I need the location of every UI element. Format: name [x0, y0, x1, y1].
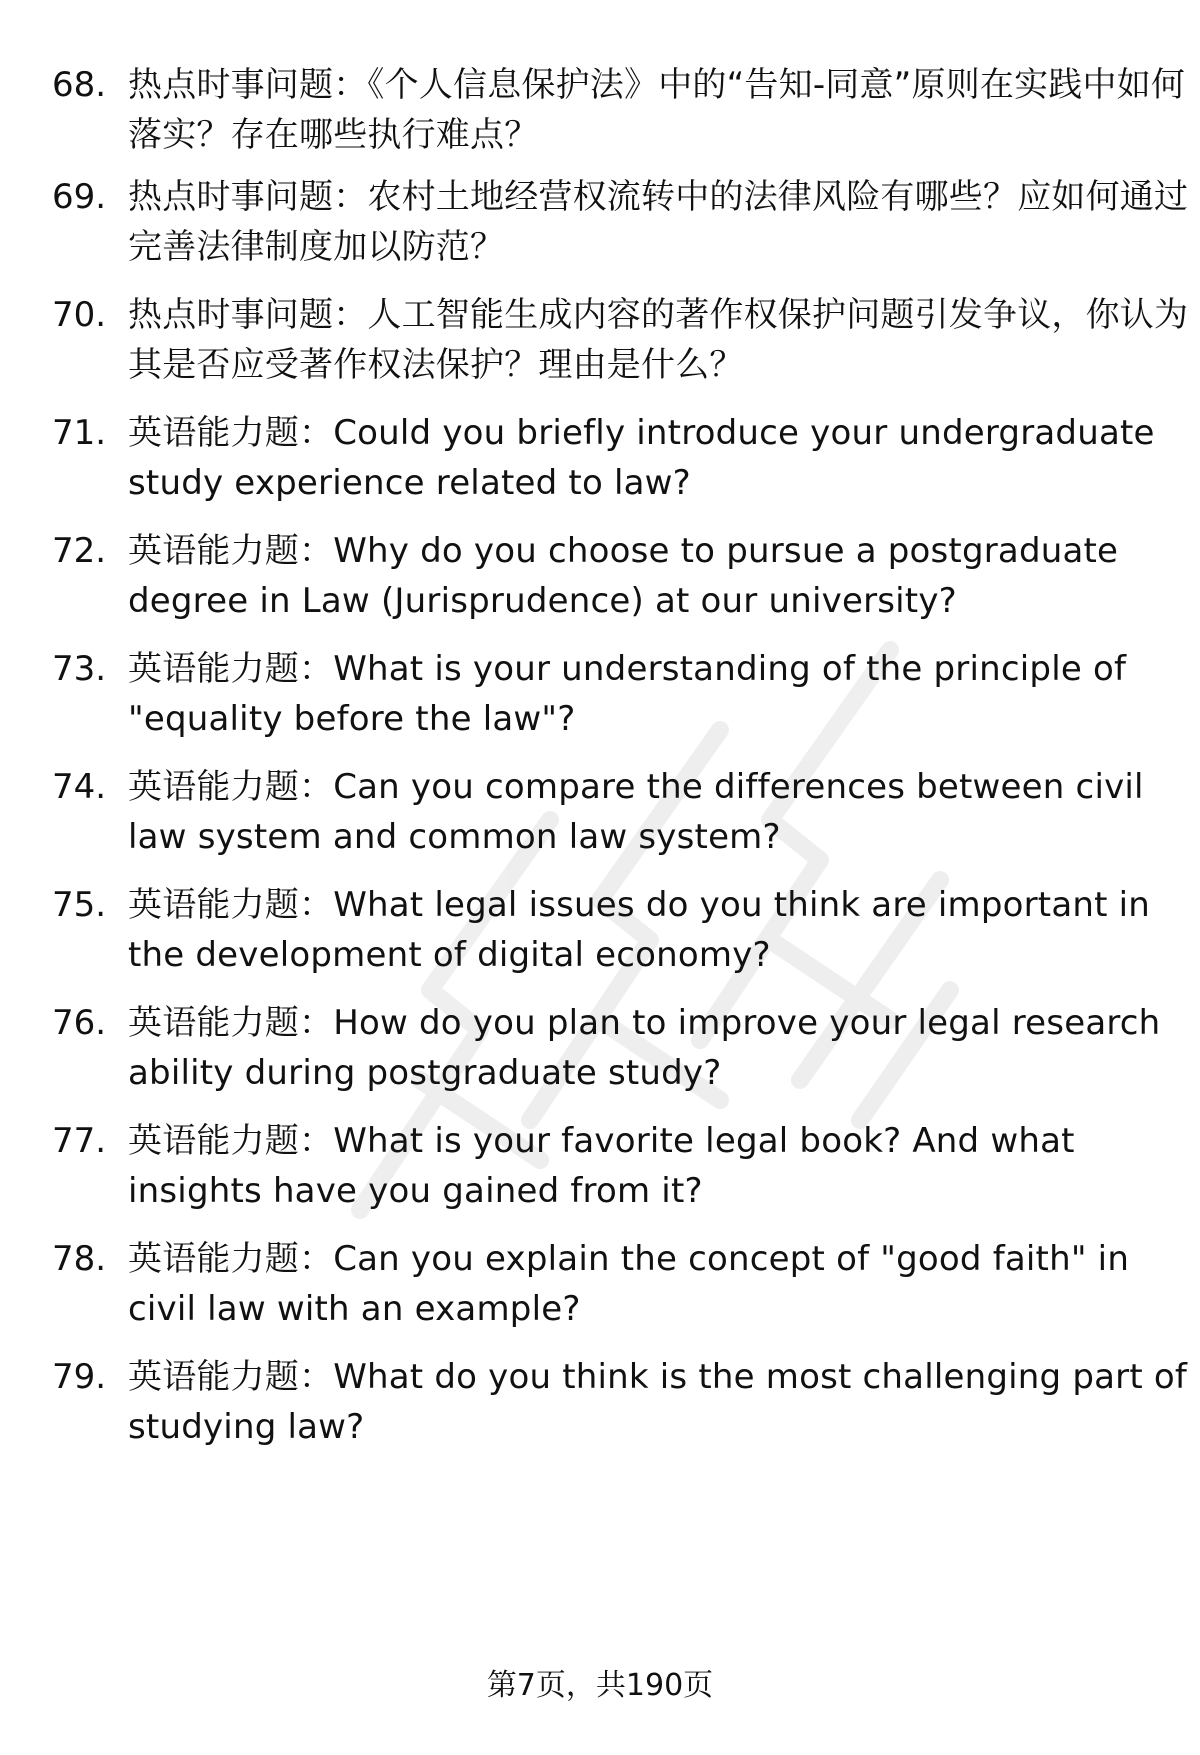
question-text: 英语能力题：Could you briefly introduce your undergraduate study experience related to law?	[128, 413, 1155, 503]
question-text: 英语能力题：Why do you choose to pursue a postgraduate degree in Law (Jurisprudence) at our university?	[128, 531, 1119, 621]
question-number: 76.	[52, 1003, 107, 1043]
question-text: 英语能力题：How do you plan to improve your legal research ability during postgraduate study?	[128, 1003, 1161, 1093]
question-number: 74.	[52, 767, 107, 807]
question-text: 热点时事问题：人工智能生成内容的著作权保护问题引发争议，你认为其是否应受著作权法保护？理由是什么？	[128, 295, 1189, 385]
question-text: 热点时事问题：《个人信息保护法》中的“告知-同意”原则在实践中如何落实？存在哪些执行难点？	[128, 65, 1186, 155]
question-number: 73.	[52, 649, 107, 689]
question-number: 78.	[52, 1239, 107, 1279]
question-text: 英语能力题：What do you think is the most challenging part of studying law?	[128, 1357, 1188, 1447]
question-number: 71.	[52, 413, 107, 453]
page-number-footer: 第7页，共190页	[486, 1668, 714, 1703]
question-number: 75.	[52, 885, 107, 925]
question-text: 英语能力题：What is your favorite legal book? And what insights have you gained from it?	[128, 1121, 1075, 1211]
question-text: 英语能力题：What is your understanding of the principle of "equality before the law"?	[128, 649, 1127, 739]
question-text: 英语能力题：Can you compare the differences between civil law system and common law system?	[128, 767, 1144, 857]
question-number: 68.	[52, 65, 107, 105]
question-number: 69.	[52, 177, 107, 217]
question-text: 英语能力题：What legal issues do you think are important in the development of digital economy?	[128, 885, 1151, 975]
question-text: 热点时事问题：农村土地经营权流转中的法律风险有哪些？应如何通过完善法律制度加以防范？	[128, 177, 1189, 267]
question-number: 72.	[52, 531, 107, 571]
question-number: 79.	[52, 1357, 107, 1397]
question-number: 70.	[52, 295, 107, 335]
question-number: 77.	[52, 1121, 107, 1161]
question-text: 英语能力题：Can you explain the concept of "good faith" in civil law with an example?	[128, 1239, 1130, 1329]
